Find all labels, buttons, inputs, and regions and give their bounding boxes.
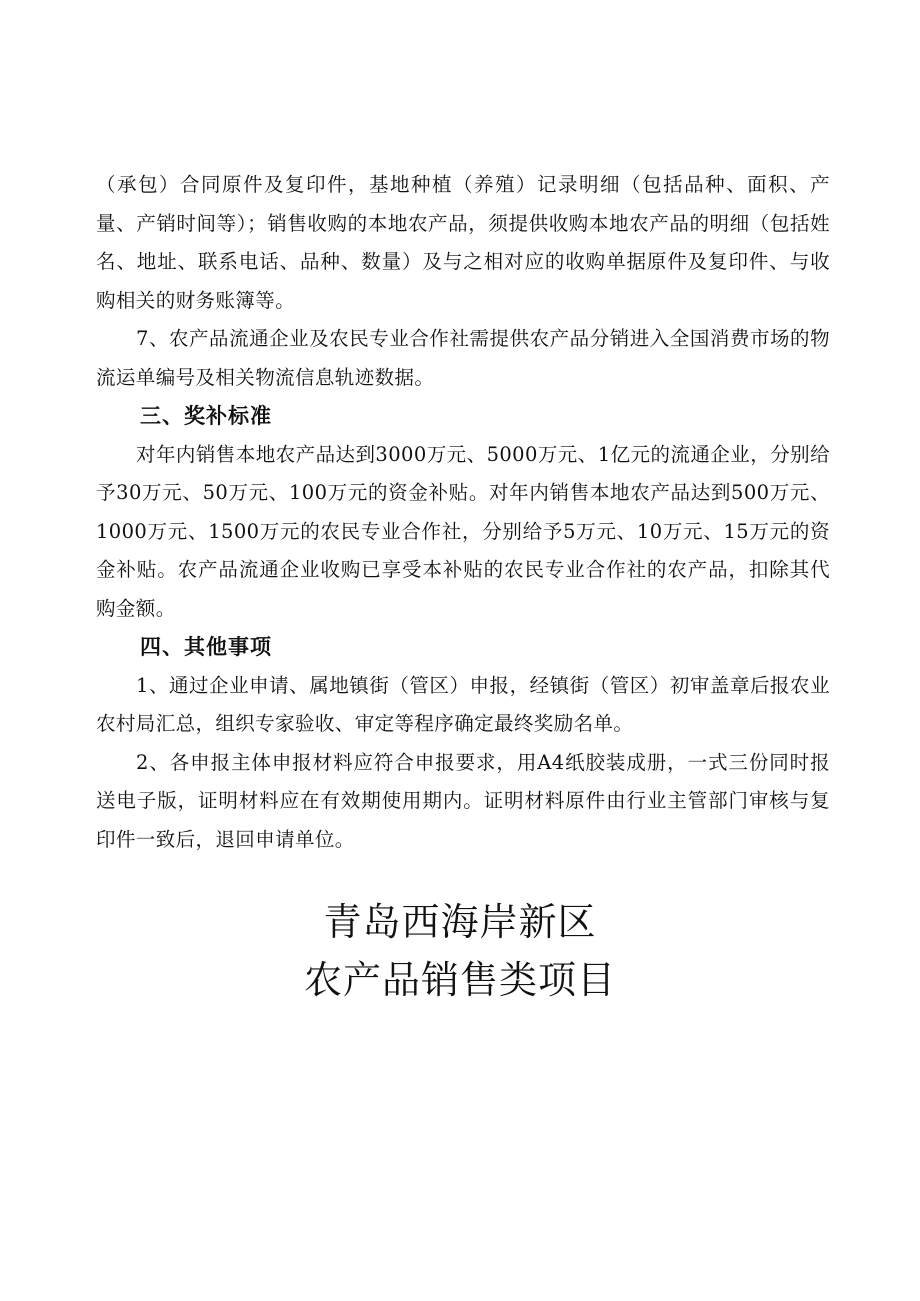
section-heading-other-matters: 四、其他事项	[140, 635, 272, 659]
title-line-1: 青岛西海岸新区	[323, 900, 597, 944]
paragraph-other-item-2: 2、各申报主体申报材料应符合申报要求，用A4纸胶装成册，一式三份同时报送电子版，证明材料应在有效期使用期内。证明材料原件由行业主管部门审核与复印件一致后，退回申请单位。	[96, 750, 830, 851]
paragraph-continuation: （承包）合同原件及复印件，基地种植（养殖）记录明细（包括品种、面积、产量、产销时间等）；销售收购的本地农产品，须提供收购本地农产品的明细（包括姓名、地址、联系电话、品种、数量）及与之相对应的收购单据原件及复印件、与收购相关的财务账簿等。	[96, 173, 830, 312]
paragraph-item-7: 7、农产品流通企业及农民专业合作社需提供农产品分销进入全国消费市场的物流运单编号及相关物流信息轨迹数据。	[96, 327, 830, 389]
title-line-2: 农产品销售类项目	[303, 958, 616, 1002]
document-body	[96, 166, 830, 859]
section-heading-standards: 三、奖补标准	[140, 404, 272, 428]
paragraph-other-item-1: 1、通过企业申请、属地镇街（管区）申报，经镇街（管区）初审盖章后报农业农村局汇总，组织专家验收、审定等程序确定最终奖励名单。	[96, 673, 830, 735]
document-title	[0, 893, 920, 1009]
paragraph-standards: 对年内销售本地农产品达到3000万元、5000万元、1亿元的流通企业，分别给予30万元、50万元、100万元的资金补贴。对年内销售本地农产品达到500万元、1000万元、1500万元的农民专业合作社，分别给予5万元、10万元、15万元的资金补贴。农产品流通企业收购已享受本补贴的农民专业合作社的农产品，扣除其代购金额。	[96, 442, 830, 620]
